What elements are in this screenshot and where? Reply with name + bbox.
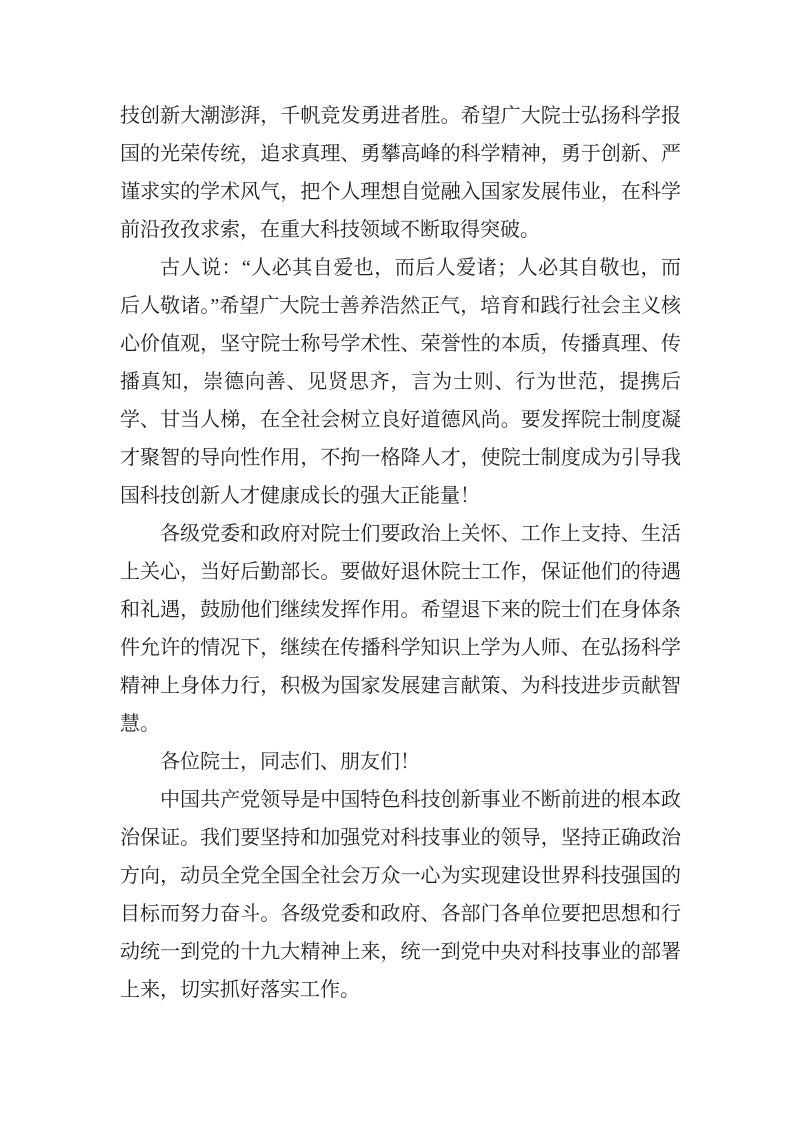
- document-text-body: [120, 97, 681, 1009]
- paragraph-quote-ancients: 古人说：“人必其自爱也，而后人爱诸；人必其自敬也，而后人敬诸。”希望广大院士善养浩然正气，培育和践行社会主义核心价值观，坚守院士称号学术性、荣誉性的本质，传播真理、传播真知，崇德向善、见贤思齐，言为士则、行为世范，提携后学、甘当人梯，在全社会树立良好道德风尚。要发挥院士制度凝才聚智的导向性作用，不拘一格降人才，使院士制度成为引导我国科技创新人才健康成长的强大正能量！: [120, 257, 681, 507]
- paragraph-continuation: 技创新大潮澎湃，千帆竞发勇进者胜。希望广大院士弘扬科学报国的光荣传统，追求真理、勇攀高峰的科学精神，勇于创新、严谨求实的学术风气，把个人理想自觉融入国家发展伟业，在科学前沿孜孜求索，在重大科技领域不断取得突破。: [120, 105, 681, 241]
- paragraph-party-leadership: 中国共产党领导是中国特色科技创新事业不断前进的根本政治保证。我们要坚持和加强党对科技事业的领导，坚持正确政治方向，动员全党全国全社会万众一心为实现建设世界科技强国的目标而努力奋斗。各级党委和政府、各部门各单位要把思想和行动统一到党的十九大精神上来，统一到党中央对科技事业的部署上来，切实抓好落实工作。: [120, 789, 681, 1001]
- paragraph-party-committees-care: 各级党委和政府对院士们要政治上关怀、工作上支持、生活上关心，当好后勤部长。要做好退休院士工作，保证他们的待遇和礼遇，鼓励他们继续发挥作用。希望退下来的院士们在身体条件允许的情况下，继续在传播科学知识上学为人师、在弘扬科学精神上身体力行，积极为国家发展建言献策、为科技进步贡献智慧。: [120, 523, 681, 735]
- paragraph-salutation: 各位院士，同志们、朋友们！: [160, 751, 420, 773]
